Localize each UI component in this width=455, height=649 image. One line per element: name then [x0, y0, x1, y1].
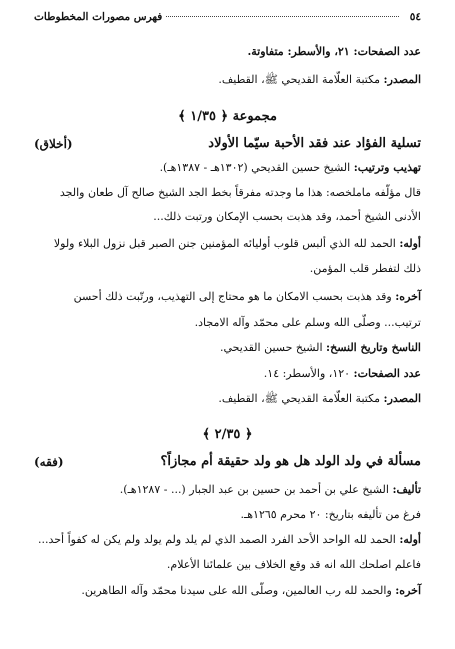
entry1-category: (أخلاق) [34, 137, 73, 151]
entry2-last-line [34, 584, 421, 598]
entry2-heading: ﴿ ٢/٣٥ ﴾ [202, 427, 253, 442]
entry1-copyist-line [34, 341, 421, 355]
entry1-first-line2: ذلك لتفطر قلب المؤمن. [309, 262, 421, 275]
entry2-last-text: والحمد لله رب العالمين، وصلّى الله على سيدنا محمّد وآله الطاهرين. [81, 584, 396, 597]
entry0-source-text: مكتبة العلّامة القديحي ﷺ، القطيف. [218, 73, 384, 86]
entry1-source-text: مكتبة العلّامة القديحي ﷺ، القطيف. [218, 392, 384, 405]
entry1-copyist-text: الشيخ حسين القديحي. [220, 341, 327, 354]
page-number: ٥٤ [409, 11, 421, 23]
entry1-last-label: آخره: [395, 290, 421, 303]
entry1-note-line1: قال مؤلّفه ماملخصه: هذا ما وجدته مفرقاً بخط الجد الشيخ صالح آل طعان والجد [59, 186, 421, 199]
entry1-last-text1: وقد هذبت بحسب الامكان ما هو محتاج إلى التهذيب، ورتّبت ذلك أحسن [73, 290, 396, 303]
entry1-source-label: المصدر: [383, 392, 421, 405]
entry1-title-line [34, 137, 421, 151]
header-title: فهرس مصورات المخطوطات [34, 10, 165, 24]
entry2-first-text1: الحمد لله الواحد الأحد الفرد الصمد الذي لم يلد ولم يولد ولم يكن له كفواً أحد... [37, 533, 400, 546]
entry1-author-line [34, 161, 421, 175]
entry1-first-line1 [34, 237, 421, 251]
entry1-last-line1 [34, 290, 421, 304]
entry1-title: تسلية الفؤاد عند فقد الأحبة سيّما الأولاد [208, 136, 421, 151]
entry1-last-line2: ترتيب... وصلّى الله وسلم على محمّد وآله الامجاد. [194, 316, 421, 329]
entry2-title: مسألة في ولد الولد هل هو ولد حقيقة أم مجازاً؟ [160, 454, 421, 469]
entry2-author-line [34, 483, 421, 497]
entry1-pages-label: عدد الصفحات: [353, 367, 421, 380]
entry2-category: (فقه) [34, 455, 64, 469]
entry1-first-text1: الحمد لله الذي ألبس قلوب أوليائه المؤمنين جنن الصبر قبل نزول البلاء ولولا [53, 237, 400, 250]
entry1-author-text: الشيخ حسين القديحي (١٣٠٢هـ - ١٣٨٧هـ). [159, 161, 354, 174]
entry2-last-label: آخره: [395, 584, 421, 597]
entry1-note-line2: الأدنى الشيخ أحمد، وقد هذبت بحسب الإمكان ورتبت ذلك... [153, 210, 421, 223]
entry1-pages-line [34, 367, 421, 381]
entry0-source-line [34, 73, 421, 87]
entry1-author-label: تهذيب وترتيب: [353, 161, 421, 174]
entry0-source-label: المصدر: [383, 73, 421, 86]
entry1-copyist-label: الناسخ وتاريخ النسخ: [326, 341, 421, 354]
entry2-author-text: الشيخ علي بن أحمد بن حسين بن عبد الجبار (... - ١٢٨٧هـ). [119, 483, 393, 496]
entry2-author-label: تأليف: [392, 483, 421, 496]
entry2-first-label: أوله: [399, 533, 421, 546]
entry0-pages-line: عدد الصفحات: ٢١، والأسطر: متفاوتة. [247, 45, 421, 58]
entry2-first-line1 [34, 533, 421, 547]
entry2-date-line: فرغ من تأليفه بتاريخ: ٢٠ محرم ١٢٦٥هـ. [240, 508, 421, 521]
entry2-title-line [34, 455, 421, 469]
entry1-source-line [34, 392, 421, 406]
entry1-pages-text: ١٢٠، والأسطر: ١٤. [263, 367, 354, 380]
entry1-first-label: أوله: [399, 237, 421, 250]
entry2-first-line2: فاعلم اصلحك الله انه قد وقع الخلاف بين علمائنا الأعلام. [166, 558, 421, 571]
entry1-heading: مجموعة ﴿ ١/٣٥ ﴾ [178, 109, 277, 124]
